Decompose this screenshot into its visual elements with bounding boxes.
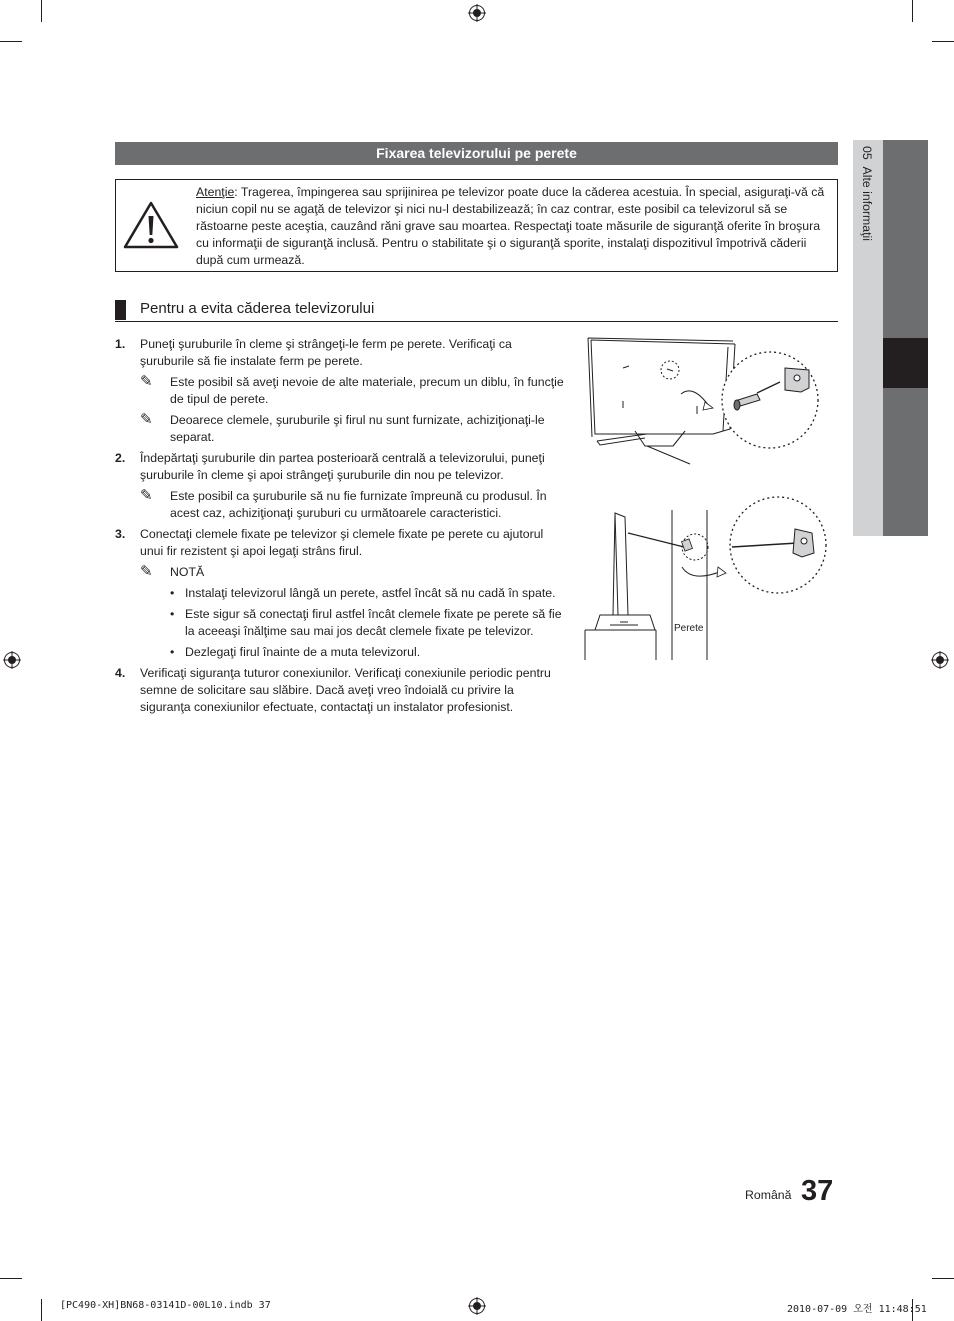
step-number: 1. [115, 337, 126, 351]
page-number: 37 [801, 1175, 834, 1207]
step-number: 3. [115, 527, 126, 541]
crop-mark [0, 1278, 22, 1279]
wall-label: Perete [674, 623, 704, 634]
step-2 [115, 450, 565, 522]
crop-mark [932, 41, 954, 42]
registration-mark-icon [468, 1297, 486, 1315]
step-number: 2. [115, 451, 126, 465]
step-4 [115, 665, 565, 716]
crop-mark [912, 0, 913, 22]
bullet-text: Este sigur să conectaţi firul astfel încât clemele fixate pe perete să fie la aceeaşi înălţime sau mai jos decât clemele fixate pe televizor. [185, 607, 562, 638]
chapter-tab-marker [883, 338, 928, 388]
warning-label: Atenţie [196, 185, 235, 199]
list-item: • Dezlegaţi firul înainte de a muta televizorul. [170, 645, 421, 659]
subsection-header [115, 299, 838, 322]
step-3 [115, 526, 565, 661]
bullet-text: Dezlegaţi firul înainte de a muta televizorul. [185, 645, 421, 659]
warning-body: : Tragerea, împingerea sau sprijinirea pe televizor poate duce la căderea acestuia. În special, asiguraţi-vă că niciun copil nu se agaţă de televizor şi nici nu-l destabilizează; în caz contrar, este posibil ca televizorul să se răstoarne peste aceştia, cauzând răni grave sau moartea. Respectaţi toate măsurile de siguranţă oferite în broşura cu informaţii de siguranţă inclusă. Pentru o stabilitate şi o siguranţă sporite, instalaţi dispozitivul împotrivă căderii după cum urmează. [196, 185, 825, 267]
imprint-date: 2010-07-09 오전 11:48:51 [787, 1304, 927, 1315]
list-item: • Instalaţi televizorul lângă un perete, astfel încât să nu cadă în spate. [170, 586, 556, 600]
registration-mark-icon [3, 651, 21, 669]
subsection-title: Pentru a evita căderea televizorului [140, 300, 375, 317]
note-label: NOTĂ [170, 565, 205, 579]
warning-triangle-icon [122, 200, 180, 250]
registration-mark-icon [931, 651, 949, 669]
warning-box [115, 179, 838, 272]
step-1 [115, 336, 565, 446]
note-pencil-icon: ✎ [140, 487, 153, 504]
note-pencil-icon: ✎ [140, 563, 153, 580]
registration-mark-icon [468, 4, 486, 22]
chapter-tab-label [856, 146, 878, 346]
chapter-title: Alte informaţii [860, 166, 874, 242]
step-text: Puneţi şuruburile în cleme şi strângeţi-le ferm pe perete. Verificaţi ca şuruburile să fie instalate ferm pe perete. [140, 337, 512, 368]
step-text: Conectaţi clemele fixate pe televizor şi clemele fixate pe perete cu ajutorul unui fir rezistent şi apoi legaţi strâns firul. [140, 527, 544, 558]
step-number: 4. [115, 666, 126, 680]
note [140, 488, 565, 522]
tv-side-illustration [580, 495, 835, 665]
note [140, 374, 565, 408]
section-title: Fixarea televizorului pe perete [115, 142, 838, 165]
note-pencil-icon: ✎ [140, 411, 153, 428]
note-text: Este posibil ca şuruburile să nu fie furnizate împreună cu produsul. În acest caz, achiziţionaţi şuruburi cu următoarele caracteristici. [170, 489, 547, 520]
bullet-text: Instalaţi televizorul lângă un perete, astfel încât să nu cadă în spate. [185, 586, 556, 600]
crop-mark [0, 41, 22, 42]
steps-list [115, 336, 565, 720]
crop-mark [932, 1278, 954, 1279]
crop-mark [41, 0, 42, 22]
tv-back-illustration [585, 334, 835, 469]
warning-text [196, 184, 826, 269]
list-item: • Este sigur să conectaţi firul astfel încât clemele fixate pe perete să fie la aceeaşi înălţime sau mai jos decât clemele fixate pe televizor. [170, 607, 562, 638]
chapter-number: 05 [860, 146, 874, 160]
step-text: Îndepărtaţi şuruburile din partea posterioară centrală a televizorului, puneţi şuruburile în cleme şi apoi strângeţi şuruburile din nou pe televizor. [140, 451, 545, 482]
imprint-file: [PC490-XH]BN68-03141D-00L10.indb 37 [60, 1300, 271, 1311]
step-text: Verificaţi siguranţa tuturor conexiunilor. Verificaţi conexiunile periodic pentru semne de solicitare sau slăbire. Dacă aveţi vreo îndoială cu privire la siguranţa conexiunilor efectuate, contactaţi un instalator profesionist. [140, 666, 551, 714]
note-pencil-icon: ✎ [140, 373, 153, 390]
crop-mark [41, 1299, 42, 1321]
note-text: Este posibil să aveţi nevoie de alte materiale, precum un diblu, în funcţie de tipul de perete. [170, 375, 564, 406]
footer-language: Română [745, 1188, 792, 1202]
note [140, 412, 565, 446]
subsection-marker [115, 300, 126, 320]
note-text: Deoarece clemele, şuruburile şi firul nu sunt furnizate, achiziţionaţi-le separat. [170, 413, 545, 444]
note [140, 564, 565, 581]
